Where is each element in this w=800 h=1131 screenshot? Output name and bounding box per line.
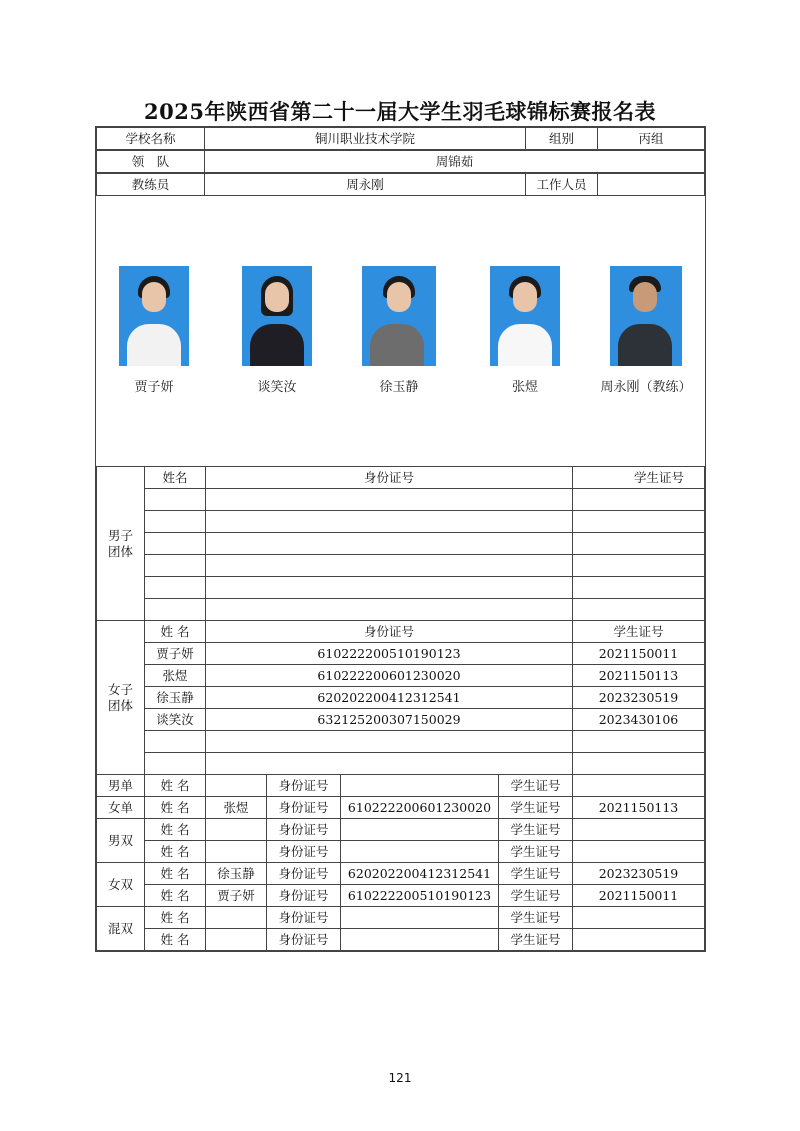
table-row	[97, 885, 705, 907]
coach-value: 周永刚	[205, 174, 526, 196]
id-cell[interactable]	[206, 533, 573, 555]
id-label: 身份证号	[267, 885, 341, 907]
id-cell[interactable]	[206, 511, 573, 533]
name-cell[interactable]	[145, 731, 206, 753]
student-cell[interactable]: 2023230519	[573, 687, 705, 709]
event-label: 男单	[97, 775, 145, 797]
table-row	[97, 577, 705, 599]
id-label: 身份证号	[267, 775, 341, 797]
coach-table	[96, 173, 705, 196]
col-id: 身份证号	[206, 467, 573, 489]
student-label: 学生证号	[499, 841, 573, 863]
col-name: 姓名	[145, 467, 206, 489]
photo-caption: 周永刚（教练）	[600, 380, 692, 395]
women-team-table	[96, 620, 705, 775]
table-row	[97, 643, 705, 665]
event-label: 女双	[97, 863, 145, 907]
photo-body	[618, 324, 672, 366]
student-label: 学生证号	[499, 775, 573, 797]
leader-table	[96, 150, 705, 173]
id-cell[interactable]	[341, 841, 499, 863]
id-cell[interactable]	[341, 907, 499, 929]
id-label: 身份证号	[267, 841, 341, 863]
name-cell[interactable]	[145, 599, 206, 621]
id-cell[interactable]	[341, 819, 499, 841]
photo-caption: 张煜	[511, 380, 538, 395]
women-team-label	[97, 621, 145, 775]
student-label: 学生证号	[499, 885, 573, 907]
name-cell[interactable]	[145, 489, 206, 511]
photo-body	[127, 324, 181, 366]
women-team-label-text: 女子团体	[107, 681, 133, 713]
student-cell[interactable]	[573, 599, 705, 621]
table-row	[97, 775, 705, 797]
name-cell[interactable]	[145, 753, 206, 775]
id-cell[interactable]: 610222200510190123	[206, 643, 573, 665]
col-name: 姓 名	[145, 621, 206, 643]
student-cell[interactable]: 2023230519	[573, 863, 705, 885]
name-cell[interactable]: 谈笑汝	[145, 709, 206, 731]
school-value: 铜川职业技术学院	[205, 128, 526, 150]
id-cell[interactable]	[206, 753, 573, 775]
table-row	[97, 709, 705, 731]
id-cell[interactable]	[341, 775, 499, 797]
student-cell[interactable]	[573, 489, 705, 511]
student-label: 学生证号	[499, 863, 573, 885]
table-row	[97, 599, 705, 621]
name-cell[interactable]	[206, 819, 267, 841]
table-row	[97, 841, 705, 863]
men-team-label-text: 男子团体	[107, 527, 133, 559]
photo-card	[354, 266, 444, 395]
name-cell[interactable]: 贾子妍	[145, 643, 206, 665]
name-cell[interactable]: 徐玉静	[206, 863, 267, 885]
staff-label: 工作人员	[526, 174, 598, 196]
student-cell[interactable]	[573, 731, 705, 753]
student-label: 学生证号	[499, 819, 573, 841]
id-cell[interactable]: 632125200307150029	[206, 709, 573, 731]
id-cell[interactable]	[206, 731, 573, 753]
group-label: 组别	[526, 128, 598, 150]
student-cell[interactable]	[573, 555, 705, 577]
id-cell[interactable]	[206, 489, 573, 511]
name-cell[interactable]: 徐玉静	[145, 687, 206, 709]
student-cell[interactable]	[573, 533, 705, 555]
event-label: 男双	[97, 819, 145, 863]
photo-card	[232, 266, 322, 395]
player-photo	[610, 266, 682, 366]
id-cell[interactable]	[206, 577, 573, 599]
player-photo	[119, 266, 189, 366]
player-photo	[362, 266, 436, 366]
photo-caption: 谈笑汝	[257, 380, 297, 395]
student-cell[interactable]	[573, 511, 705, 533]
student-cell[interactable]	[573, 907, 705, 929]
table-row	[97, 797, 705, 819]
id-label: 身份证号	[267, 819, 341, 841]
student-cell[interactable]	[573, 929, 705, 951]
col-id: 身份证号	[206, 621, 573, 643]
event-label: 混双	[97, 907, 145, 951]
table-row	[97, 731, 705, 753]
header-table	[96, 127, 705, 150]
col-student: 学生证号	[573, 621, 705, 643]
events-table	[96, 774, 705, 951]
student-cell[interactable]	[573, 753, 705, 775]
school-label: 学校名称	[97, 128, 205, 150]
table-row	[97, 687, 705, 709]
men-team-label	[97, 467, 145, 621]
group-value: 丙组	[598, 128, 705, 150]
name-cell[interactable]: 张煜	[145, 665, 206, 687]
student-cell[interactable]: 2021150113	[573, 665, 705, 687]
event-label: 女单	[97, 797, 145, 819]
table-row	[97, 533, 705, 555]
name-label: 姓 名	[145, 929, 206, 951]
id-cell[interactable]	[206, 599, 573, 621]
student-label: 学生证号	[499, 907, 573, 929]
name-cell[interactable]	[145, 577, 206, 599]
photo-area	[96, 196, 705, 467]
id-label: 身份证号	[267, 929, 341, 951]
table-row	[97, 555, 705, 577]
id-label: 身份证号	[267, 907, 341, 929]
name-cell[interactable]: 张煜	[206, 797, 267, 819]
name-cell[interactable]	[206, 929, 267, 951]
name-cell[interactable]: 贾子妍	[206, 885, 267, 907]
student-cell[interactable]	[573, 819, 705, 841]
id-label: 身份证号	[267, 797, 341, 819]
men-team-table	[96, 466, 705, 621]
student-cell[interactable]: 2021150011	[573, 643, 705, 665]
table-row	[97, 665, 705, 687]
name-cell[interactable]	[145, 533, 206, 555]
registration-form	[95, 126, 706, 952]
student-cell[interactable]	[573, 577, 705, 599]
student-cell[interactable]: 2021150011	[573, 885, 705, 907]
id-cell[interactable]: 610222200601230020	[341, 797, 499, 819]
table-row	[97, 511, 705, 533]
col-student: 学生证号	[573, 467, 705, 489]
id-cell[interactable]	[206, 555, 573, 577]
student-label: 学生证号	[499, 797, 573, 819]
student-cell[interactable]	[573, 841, 705, 863]
name-cell[interactable]	[145, 511, 206, 533]
photo-body	[250, 324, 304, 366]
leader-label: 领 队	[97, 151, 205, 173]
name-label: 姓 名	[145, 819, 206, 841]
photo-body	[498, 324, 552, 366]
table-row	[97, 819, 705, 841]
photo-card	[480, 266, 570, 395]
student-label: 学生证号	[499, 929, 573, 951]
table-row	[97, 753, 705, 775]
name-label: 姓 名	[145, 797, 206, 819]
id-cell[interactable]: 610222200601230020	[206, 665, 573, 687]
table-row	[97, 907, 705, 929]
student-cell[interactable]: 2023430106	[573, 709, 705, 731]
photo-caption: 贾子妍	[134, 380, 174, 395]
id-cell[interactable]: 620202200412312541	[341, 863, 499, 885]
coach-label: 教练员	[97, 174, 205, 196]
table-row	[97, 929, 705, 951]
name-label: 姓 名	[145, 841, 206, 863]
page-number: 121	[388, 1071, 412, 1085]
name-label: 姓 名	[145, 907, 206, 929]
name-cell[interactable]	[206, 775, 267, 797]
player-photo	[490, 266, 560, 366]
name-cell[interactable]	[206, 907, 267, 929]
leader-value: 周锦茹	[205, 151, 705, 173]
id-label: 身份证号	[267, 863, 341, 885]
player-photo	[242, 266, 312, 366]
table-row	[97, 489, 705, 511]
name-label: 姓 名	[145, 775, 206, 797]
name-cell[interactable]	[206, 841, 267, 863]
student-cell[interactable]	[573, 775, 705, 797]
student-cell[interactable]: 2021150113	[573, 797, 705, 819]
name-label: 姓 名	[145, 885, 206, 907]
photo-caption: 徐玉静	[379, 380, 419, 395]
id-cell[interactable]	[341, 929, 499, 951]
photo-body	[370, 324, 424, 366]
photo-card	[109, 266, 199, 395]
id-cell[interactable]: 620202200412312541	[206, 687, 573, 709]
table-row	[97, 863, 705, 885]
name-cell[interactable]	[145, 555, 206, 577]
id-cell[interactable]: 610222200510190123	[341, 885, 499, 907]
staff-value	[598, 174, 705, 196]
name-label: 姓 名	[145, 863, 206, 885]
photo-card	[591, 266, 701, 395]
form-title: 2025年陕西省第二十一届大学生羽毛球锦标赛报名表	[144, 99, 656, 124]
